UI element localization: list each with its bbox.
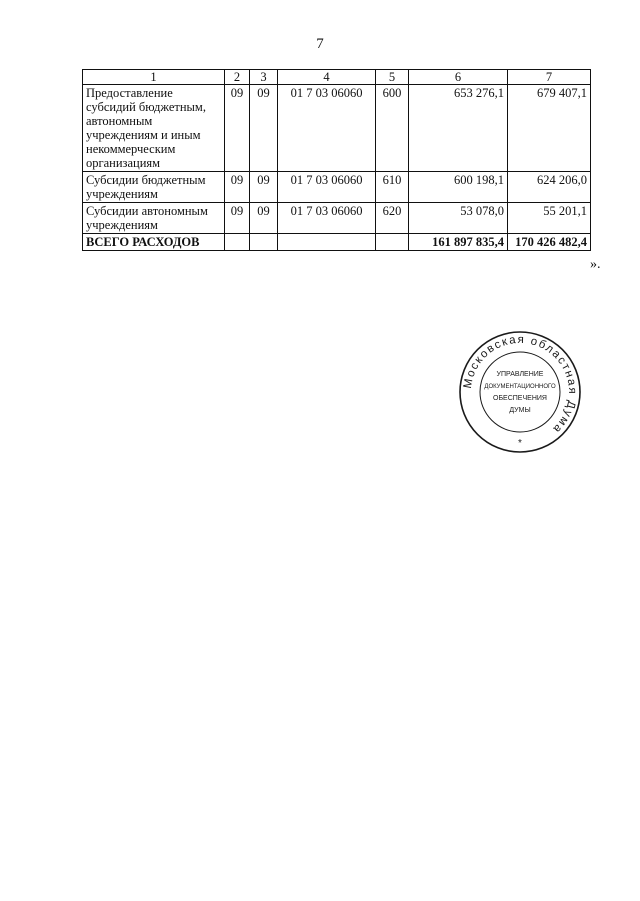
table-row xyxy=(83,172,591,203)
row-name: Субсидии бюджетным учреждениям xyxy=(83,172,225,203)
header-cell: 5 xyxy=(376,70,409,85)
total-amount-col6: 161 897 835,4 xyxy=(409,234,508,251)
table-row xyxy=(83,85,591,172)
stamp-line: ДОКУМЕНТАЦИОННОГО xyxy=(484,384,556,390)
row-amount-col6: 53 078,0 xyxy=(409,203,508,234)
total-label: ВСЕГО РАСХОДОВ xyxy=(83,234,225,251)
expenses-table xyxy=(82,69,591,251)
stamp-line: ДУМЫ xyxy=(509,407,531,414)
empty-cell xyxy=(376,234,409,251)
row-amount-col6: 600 198,1 xyxy=(409,172,508,203)
header-cell: 1 xyxy=(83,70,225,85)
stamp-line: ОБЕСПЕЧЕНИЯ xyxy=(493,395,547,402)
row-kind: 610 xyxy=(376,172,409,203)
empty-cell xyxy=(250,234,278,251)
row-kind: 600 xyxy=(376,85,409,172)
row-target: 01 7 03 06060 xyxy=(278,203,376,234)
stamp-line: УПРАВЛЕНИЕ xyxy=(496,371,544,378)
header-row xyxy=(83,70,591,85)
total-row xyxy=(83,234,591,251)
header-cell: 4 xyxy=(278,70,376,85)
page-number: 7 xyxy=(316,36,324,52)
header-cell: 3 xyxy=(250,70,278,85)
total-amount-col7: 170 426 482,4 xyxy=(508,234,591,251)
row-subsection: 09 xyxy=(250,85,278,172)
row-amount-col7: 679 407,1 xyxy=(508,85,591,172)
row-subsection: 09 xyxy=(250,172,278,203)
header-cell: 7 xyxy=(508,70,591,85)
row-amount-col6: 653 276,1 xyxy=(409,85,508,172)
row-section: 09 xyxy=(225,85,250,172)
row-section: 09 xyxy=(225,203,250,234)
row-target: 01 7 03 06060 xyxy=(278,172,376,203)
empty-cell xyxy=(278,234,376,251)
row-kind: 620 xyxy=(376,203,409,234)
row-name: Предоставление субсидий бюджетным, автономным учреждениям и иным некоммерческим организациям xyxy=(83,85,225,172)
header-cell: 2 xyxy=(225,70,250,85)
empty-cell xyxy=(225,234,250,251)
header-cell: 6 xyxy=(409,70,508,85)
row-section: 09 xyxy=(225,172,250,203)
row-amount-col7: 624 206,0 xyxy=(508,172,591,203)
row-amount-col7: 55 201,1 xyxy=(508,203,591,234)
official-stamp xyxy=(458,330,582,454)
table-row xyxy=(83,203,591,234)
closing-quote-mark: ». xyxy=(590,257,601,272)
row-target: 01 7 03 06060 xyxy=(278,85,376,172)
row-subsection: 09 xyxy=(250,203,278,234)
row-name: Субсидии автономным учреждениям xyxy=(83,203,225,234)
stamp-star-icon: * xyxy=(518,438,522,449)
stamp-ring-text: Московская областная Дума xyxy=(461,333,579,436)
